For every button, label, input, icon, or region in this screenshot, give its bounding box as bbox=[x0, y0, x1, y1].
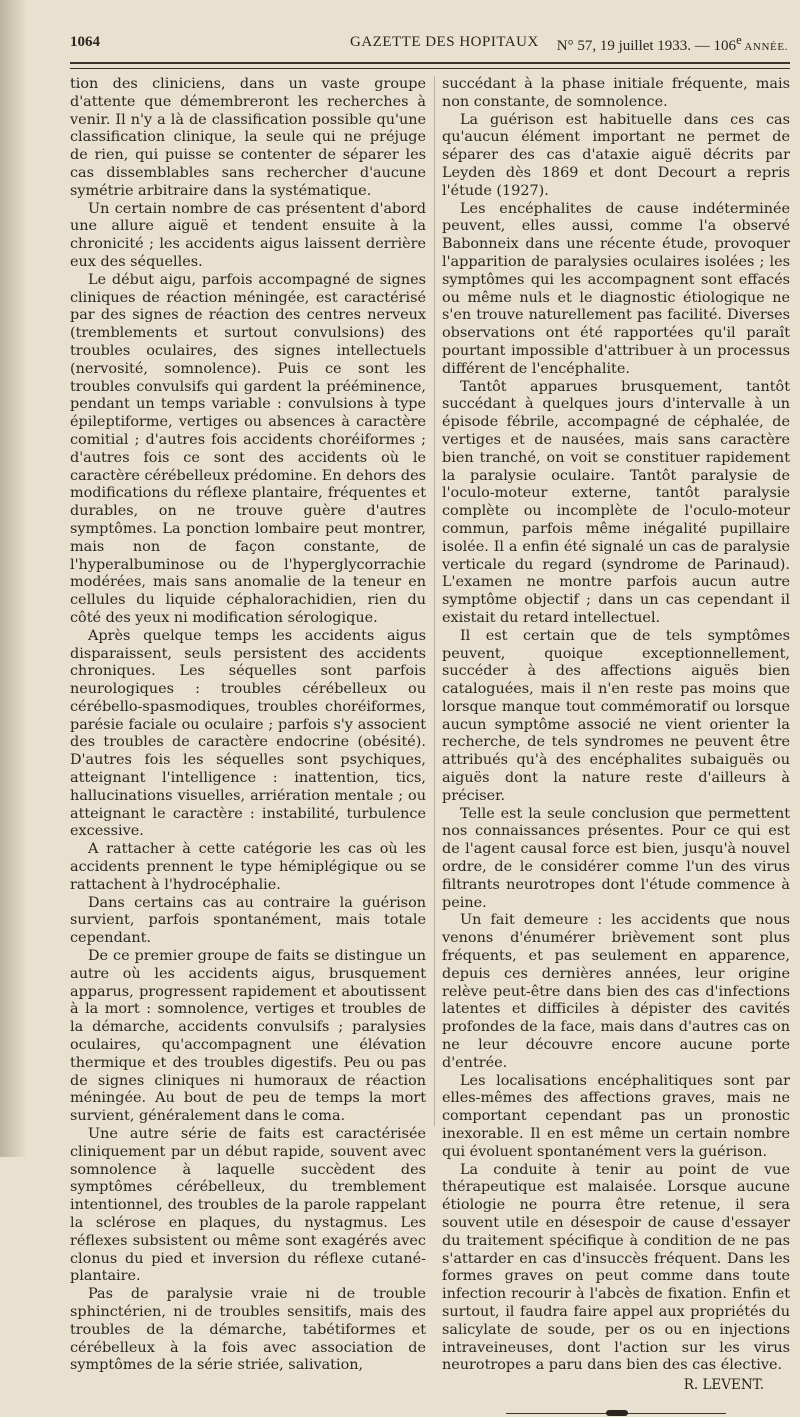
paragraph: Après quelque temps les accidents aigus disparaissent, seuls persistent des accidents chroniques. Les séquelles sont parfois neurologiques : troubles cérébelleux ou cérébello-spasmodiques, troubles choréiformes, parésie faciale ou oculaire ; parfois s'y associent des troubles de caractère endocrine (obésité). D'autres fois les séquelles sont psychiques, atteignant l'intelligence : inattention, tics, hallucinations visuelles, arriération mentale ; ou atteignant le caractère : instabilité, turbulence excessive. bbox=[70, 627, 426, 840]
paragraph: Dans certains cas au contraire la guérison survient, parfois spontanément, mais totale cependant. bbox=[70, 894, 426, 947]
paragraph: Un fait demeure : les accidents que nous venons d'énumérer brièvement sont plus fréquents, et pas seulement en apparence, depuis ces dernières années, leur origine relève peut-être dans bien des cas d'infections latentes et difficiles à dépister des cavités profondes de la face, mais dans d'autres cas on ne leur découvre encore aucune porte d'entrée. bbox=[442, 912, 790, 1071]
year-label: ANNÉE. bbox=[741, 41, 788, 53]
paragraph: Un certain nombre de cas présentent d'abord une allure aiguë et tendent ensuite à la chronicité ; les accidents aigus laissent derrière eux des séquelles. bbox=[70, 200, 426, 270]
paragraph: Telle est la seule conclusion que permettent nos connaissances présentes. Pour ce qui est de l'agent causal force est bien, jusqu'à nouvel ordre, de le considérer comme l'un des virus filtrants neurotropes dont l'étude commence à peine. bbox=[442, 805, 790, 911]
issue-info bbox=[557, 33, 788, 55]
issue-date: N° 57, 19 juillet 1933. — 106 bbox=[556, 38, 737, 54]
paragraph: Il est certain que de tels symptômes peuvent, quoique exceptionnellement, succéder à des affections aiguës bien cataloguées, mais il n'en reste pas moins que lorsque manque tout commémoratif ou lorsque aucun symptôme associé ne vient orienter la recherche, de tels syndromes ne peuvent être attribués qu'à des encéphalites subaiguës ou aiguës dont la nature reste d'ailleurs à préciser. bbox=[442, 627, 790, 804]
journal-page bbox=[70, 28, 790, 1394]
issue-ordinal: e bbox=[736, 33, 742, 47]
running-header bbox=[70, 28, 790, 56]
paragraph: Les localisations encéphalitiques sont par elles-mêmes des affections graves, mais ne comportant cependant pas un pronostic inexorable. Il en est même un certain nombre qui évoluent spontanément vers la guérison. bbox=[442, 1072, 790, 1160]
page-binding-shadow bbox=[0, 0, 26, 1157]
paragraph: Une autre série de faits est caractérisée cliniquement par un début rapide, souvent avec somnolence à laquelle succèdent des symptômes cérébelleux, du tremblement intentionnel, des troubles de la parole rappelant la sclérose en plaques, du nystagmus. Les réflexes subsistent ou même sont exagérés avec clonus du pied et inversion du réflexe cutané-plantaire. bbox=[70, 1126, 426, 1285]
column-divider bbox=[434, 76, 435, 1126]
end-ornament bbox=[506, 1409, 726, 1417]
paragraph: Les encéphalites de cause indéterminée peuvent, elles aussi, comme l'a observé Babonneix dans une récente étude, provoquer l'apparition de paralysies oculaires isolées ; les symptômes qui les accompagnent sont effacés ou même nuls et le diagnostic étiologique ne s'en trouve naturellement pas facilité. Diverses observations ont été rapportées qu'il paraît pourtant impossible d'attribuer à un processus différent de l'encéphalite. bbox=[442, 200, 790, 377]
right-column bbox=[442, 76, 790, 1417]
header-rule-thick bbox=[70, 62, 790, 64]
journal-title: GAZETTE DES HOPITAUX bbox=[350, 34, 539, 50]
paragraph: Le début aigu, parfois accompagné de signes cliniques de réaction méningée, est caractérisé par des signes de réaction des centres nerveux (tremblements et surtout convulsions) des troubles oculaires, des signes intellectuels (nervosité, somnolence). Puis ce sont les troubles convulsifs qui gardent la prééminence, pendant un temps variable : convulsions à type épileptiforme, vertiges ou absences à caractère comitial ; d'autres fois accidents choréiformes ; d'autres fois ce sont des accidents où le caractère cérébelleux prédomine. En dehors des modifications du réflexe plantaire, fréquentes et durables, on ne trouve guère d'autres symptômes. La ponction lombaire peut montrer, mais non de façon constante, de l'hyperalbuminose ou de l'hyperglycorrachie modérées, mais sans anomalie de la teneur en cellules du liquide céphalorachidien, rien du côté des yeux ni modification sérologique. bbox=[70, 271, 426, 626]
page-number: 1064 bbox=[70, 34, 100, 50]
paragraph: Pas de paralysie vraie ni de trouble sphinctérien, ni de troubles sensitifs, mais des troubles de la démarche, tabétiformes et cérébelleux à la fois avec association de symptômes de la série striée, salivation, bbox=[70, 1286, 426, 1374]
paragraph: succédant à la phase initiale fréquente, mais non constante, de somnolence. bbox=[442, 76, 790, 110]
paragraph: Tantôt apparues brusquement, tantôt succédant à quelques jours d'intervalle à un épisode fébrile, accompagné de céphalée, de vertiges et de nausées, mais sans caractère bien tranché, on voit se constituer rapidement la paralysie oculaire. Tantôt paralysie de l'oculo-moteur externe, tantôt paralysie complète ou incomplète de l'oculo-moteur commun, parfois même inégalité pupillaire isolée. Il a enfin été signalé un cas de paralysie verticale du regard (syndrome de Parinaud). L'examen ne montre parfois aucun autre symptôme objectif ; dans un cas cependant il existait du retard intellectuel. bbox=[442, 378, 790, 626]
author-signature: R. LEVENT. bbox=[683, 1377, 764, 1394]
paragraph: tion des cliniciens, dans un vaste groupe d'attente que démembreront les recherches à venir. Il n'y a là de classification possible qu'une classification clinique, la seule qui ne préjuge de rien, qui puisse se contenter de séparer les cas dissemblables sans rechercher d'aucune symétrie arbitraire dans la systématique. bbox=[70, 76, 426, 199]
left-column bbox=[70, 76, 426, 1375]
ornament-center bbox=[606, 1410, 628, 1416]
header-rule-thin bbox=[70, 68, 790, 69]
paragraph: De ce premier groupe de faits se distingue un autre où les accidents aigus, brusquement apparus, progressent rapidement et aboutissent à la mort : somnolence, vertiges et troubles de la démarche, accidents convulsifs ; paralysies oculaires, qu'accompagnent une élévation thermique et des troubles digestifs. Peu ou pas de signes cliniques ni humoraux de réaction méningée. Au bout de peu de temps la mort survient, généralement dans le coma. bbox=[70, 948, 426, 1125]
paragraph: A rattacher à cette catégorie les cas où les accidents prennent le type hémiplégique ou se rattachent à l'hydrocéphalie. bbox=[70, 841, 426, 893]
paragraph: La conduite à tenir au point de vue thérapeutique est malaisée. Lorsque aucune étiologie ne pourra être retenue, il sera souvent utile en désespoir de cause d'essayer du traitement spécifique à condition de ne pas s'attarder en cas d'insuccès fréquent. Dans les formes graves on peut comme dans toute infection recourir à l'abcès de fixation. Enfin et surtout, il faudra faire appel aux propriétés du salicylate de soude, per os ou en injections intraveineuses, dont l'action sur les virus neurotropes a paru dans bien des cas élective. bbox=[442, 1161, 790, 1374]
paragraph: La guérison est habituelle dans ces cas qu'aucun élément important ne permet de séparer des cas d'ataxie aiguë décrits par Leyden dès 1869 et dont Decourt a repris l'étude (1927). bbox=[442, 111, 790, 199]
